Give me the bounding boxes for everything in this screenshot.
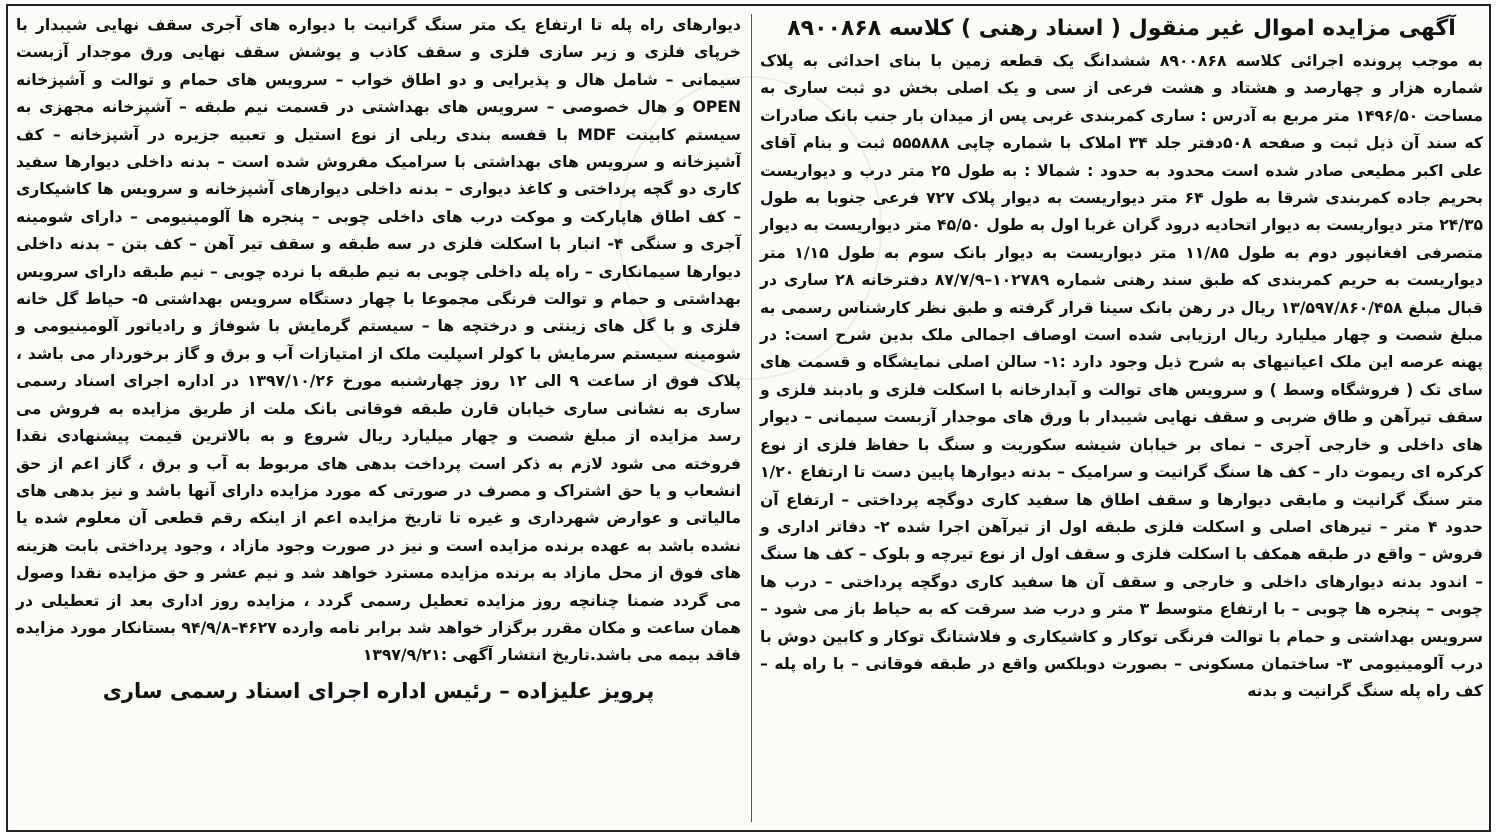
column-divider [751, 14, 752, 822]
left-column [16, 12, 741, 824]
left-column-text: دیوارهای راه پله تا ارتفاع یک متر سنگ گرانیت با دیواره های آجری سقف نهایی شیبدار با خرپای فلزی و زیر سازی فلزی و سقف کاذب و پوشش سقف نهایی ورق موجدار آزبست سیمانی – شامل هال و پذیرایی و دو اطاق خواب – سرویس های حمام و توالت و آشپزخانه OPEN و هال خصوصی – سرویس های بهداشتی در قسمت نیم طبقه – آشپزخانه مجهزی به سیستم کابینت MDF با قفسه بندی ریلی از نوع استیل و تعبیه جزیره در آشپزخانه – کف آشپزخانه و سرویس های بهداشتی با سرامیک مفروش شده است – بدنه داخلی دیوارها سفید کاری دو گچه پرداختی و کاغذ دیواری – بدنه داخلی دیوارهای آشپزخانه و سرویس ها کاشیکاری – کف اطاق هاپارکت و موکت درب های داخلی چوبی – پنجره ها آلومینیومی – دارای شومینه آجری و سنگی ۴- انبار با اسکلت فلزی در سه طبقه و سقف تیر آهن – کف بتن – بدنه داخلی دیوارها سیمانکاری – راه پله داخلی چوبی به نیم طبقه با نرده چوبی – نیم طبقه دارای سرویس بهداشتی و حمام و توالت فرنگی مجموعا با چهار دستگاه سرویس بهداشتی ۵- حیاط گل خانه فلزی و با گل های زینتی و درختچه ها – سیستم گرمایش با شوفاژ و رادیاتور آلومینیومی و شومینه سیستم سرمایش با کولر اسپلیت ملک از امتیازات آب و برق و گاز برخوردار می باشد ، پلاک فوق از ساعت ۹ الی ۱۲ روز چهارشنبه مورخ ۱۳۹۷/۱۰/۲۶ در اداره اجرای اسناد رسمی ساری به نشانی ساری خیابان قارن طبقه فوقانی بانک ملت از طریق مزایده به فروش می رسد مزایده از مبلغ شصت و چهار میلیارد ریال شروع و به بالاترین قیمت پیشنهادی نقدا فروخته می شود لازم به ذکر است پرداخت بدهی های مربوط به آب و برق ، گاز اعم از حق انشعاب و یا حق اشتراک و مصرف در صورتی که مورد مزایده دارای آنها باشد و نیز بدهی های مالیاتی و عوارض شهرداری و غیره تا تاریخ مزایده اعم از اینکه رقم قطعی آن معلوم شده یا نشده باشد به عهده برنده مزایده است و نیز در صورت وجود مازاد ، وجود پرداختی بابت هزینه های فوق از محل مازاد به برنده مزایده مسترد خواهد شد و نیم عشر و حق مزایده نقدا وصول می گردد ضمنا چنانچه روز مزایده تعطیل رسمی گردد ، مزایده روز اداری بعد از تعطیلی در همان ساعت و مکان مقرر برگزار خواهد شد برابر نامه وارده ۴۶۲۷–۹۴/۹/۸ بستانکار مورد مزایده فاقد بیمه می باشد.تاریخ انتشار آگهی :۱۳۹۷/۹/۲۱ [16, 16, 741, 665]
right-column [760, 12, 1483, 824]
newspaper-clipping [6, 4, 1491, 832]
notice-title: آگهی مزایده اموال غیر منقول ( اسناد رهنی ) کلاسه ۸۹۰۰۸۶۸ [787, 16, 1456, 41]
right-column-text: به موجب پرونده اجرائی کلاسه ۸۹۰۰۸۶۸ ششدانگ یک قطعه زمین با بنای احداثی به پلاک شماره هزار و چهارصد و هشتاد و هشت فرعی از سی و یک اصلی بخش دو ثبت ساری به مساحت ۱۴۹۶/۵۰ متر مربع به آدرس : ساری کمربندی غربی پس از میدان بار جنب بانک صادرات که سند آن ذیل ثبت و صفحه ۵۰۸دفتر جلد ۳۴ املاک با شماره چاپی ۵۵۵۸۸۸ ثبت و بنام آقای علی اکبر مطیعی صادر شده است محدود به حدود : شمالا : به طول ۲۵ متر درب و دیواریست بحریم جاده کمربندی شرقا به طول ۶۴ متر دیواریست به دیوار پلاک ۷۲۷ فرعی جنوبا به طول ۲۴/۳۵ متر دیواریست به دیوار اتحادیه درود گران غربا اول به طول ۴۵/۵۰ متر دیواریست به دیوار متصرفی افغانپور دوم به طول ۱۱/۸۵ متر دیواریست به دیوار بانک سوم به طول ۱/۱۵ متر دیواریست به حریم کمربندی که طبق سند رهنی شماره ۱۰۲۷۸۹–۸۷/۷/۹ دفترخانه ۲۸ ساری در قبال مبلغ ۱۳/۵۹۷/۸۶۰/۴۵۸ ریال در رهن بانک سینا قرار گرفته و طبق نظر کارشناس رسمی به مبلغ شصت و چهار میلیارد ریال ارزیابی شده است اوصاف اجمالی ملک بدین شرح است: در پهنه عرصه این ملک اعیانیهای به شرح ذیل وجود دارد :۱- سالن اصلی نمایشگاه و قسمت های سای تک ( فروشگاه وسط ) و سرویس های توالت و آبدارخانه با اسکلت فلزی و بادبند فلزی و سقف تیرآهن و طاق ضربی و سقف نهایی شیبدار با ورق های موجدار آزبست سیمانی – دیوار های داخلی و خارجی آجری – نمای بر خیابان شیشه سکوریت و سنگ با حفاظ فلزی از نوع کرکره ای ریموت دار – کف ها سنگ گرانیت و سرامیک – بدنه دیوارها پایین دست تا ارتفاع ۱/۲۰ متر سنگ گرانیت و مابقی دیوارها و سقف اطاق ها سفید کاری دوگچه پرداختی – ارتفاع آن حدود ۴ متر – تیرهای اصلی و اسکلت فلزی طبقه اول از تیرآهن اجرا شده ۲- دفاتر اداری و فروش – واقع در طبقه همکف با اسکلت فلزی و سقف اول از نوع تیرچه و بلوک – کف ها سنگ – اندود بدنه دیوارهای داخلی و خارجی و سقف آن ها سفید کاری دوگچه پرداختی – درب ها چوبی – پنجره ها چوبی – با ارتفاع متوسط ۳ متر و درب ضد سرقت که به حیاط باز می شود – سرویس بهداشتی و حمام با توالت فرنگی توکار و کاشیکاری و فلاشتانگ توکار و کابین دوش با درب آلومینیومی ۳- ساختمان مسکونی – بصورت دوبلکس واقع در طبقه فوقانی – با راه پله – کف راه پله سنگ گرانیت و بدنه [760, 52, 1484, 701]
signature-line: پرویز علیزاده – رئیس اداره اجرای اسناد رسمی ساری [102, 678, 655, 703]
